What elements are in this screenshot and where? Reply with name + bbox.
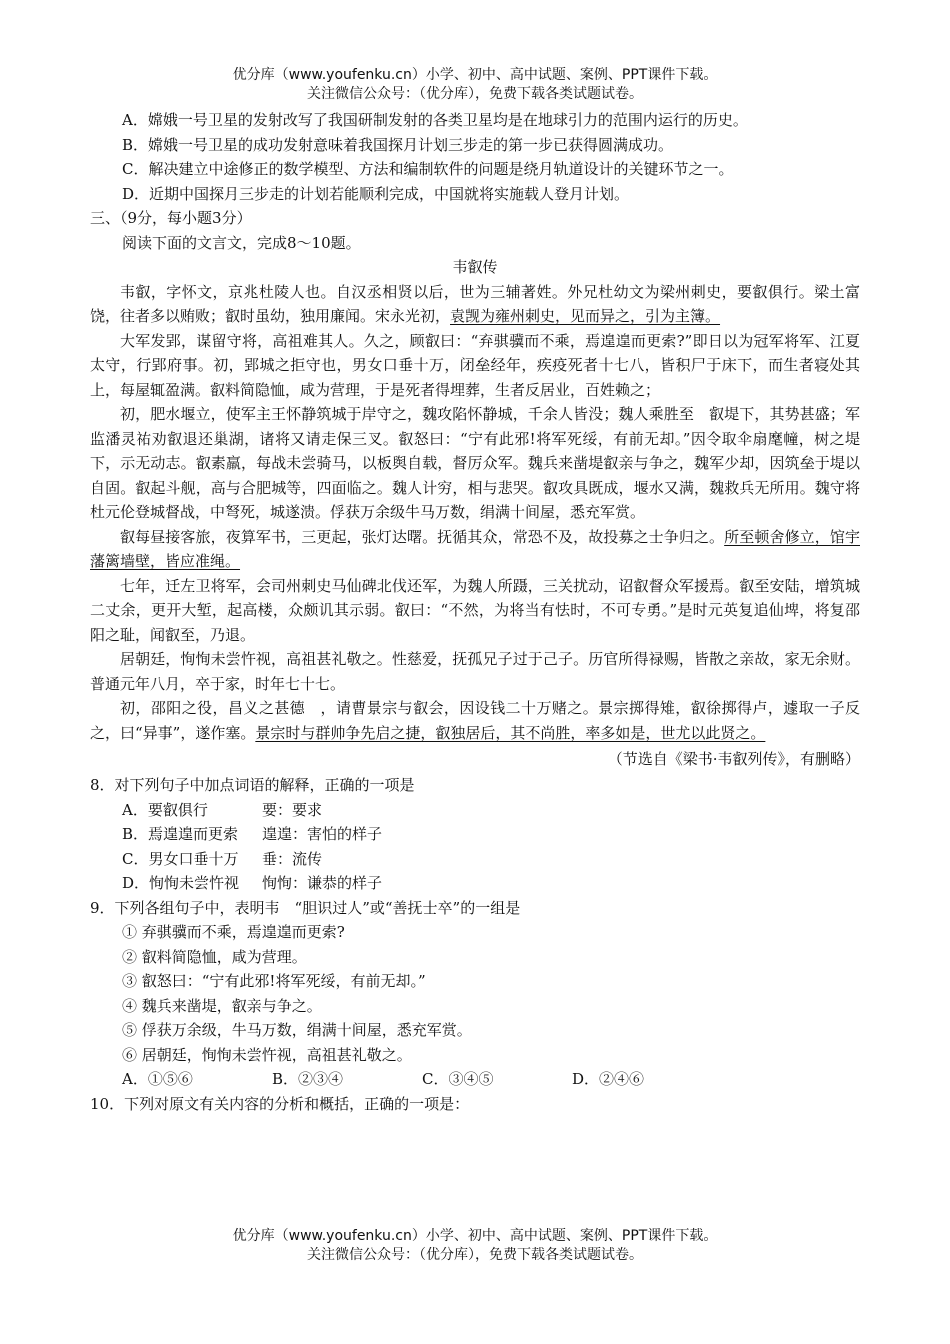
q9-choice-a: A．①⑤⑥: [122, 1070, 193, 1088]
section-instruction: 阅读下面的文言文，完成8～10题。: [122, 233, 361, 252]
q9-stem: 9．下列各组句子中，表明韦 “胆识过人”或“善抚士卒”的一组是: [90, 898, 521, 917]
header-line-2: 关注微信公众号：（优分库），免费下载各类试题试卷。: [307, 86, 643, 102]
q8-b-gloss: 遑遑：害怕的样子: [262, 825, 383, 843]
q8-d-gloss: 恂恂：谦恭的样子: [262, 874, 383, 892]
q9-choice-d: D．②④⑥: [572, 1070, 645, 1088]
q9-choice-c: C．③④⑤: [422, 1070, 494, 1088]
question-9: [90, 896, 860, 1092]
footer-line-2: 关注微信公众号：（优分库），免费下载各类试题试卷。: [307, 1247, 643, 1263]
option-a: A．嫦娥一号卫星的发射改写了我国研制发射的各类卫星均是在地球引力的范围内运行的历史。: [122, 111, 748, 129]
option-d: D．近期中国探月三步走的计划若能顺利完成，中国就将实施载人登月计划。: [122, 184, 630, 203]
passage-paragraph-6: 居朝廷，恂恂未尝忤视，高祖甚礼敬之。性慈爱，抚孤兄子过于己子。历官所得禄赐，皆散之亲故，家无余财。普通元年八月，卒于家，时年七十七。: [90, 650, 860, 693]
p7-underlined: 景宗时与群帅争先启之捷，叡独居后，其不尚胜，率多如是，世尤以此贤之。: [255, 723, 766, 742]
q10-stem: 10．下列对原文有关内容的分析和概括，正确的一项是：: [90, 1094, 470, 1113]
passage-source: （节选自《梁书·韦叡列传》，有删略）: [607, 750, 860, 768]
q8-option-c: [90, 847, 860, 872]
p1-underlined: 袁觊为雍州刺史，见而异之，引为主簿。: [450, 307, 721, 325]
q9-choices: [90, 1067, 860, 1092]
exam-content: [90, 108, 860, 1116]
q8-option-b: [90, 822, 860, 847]
passage-title: 韦叡传: [452, 258, 498, 276]
p1-text: 韦叡，字怀文，京兆杜陵人也。自汉丞相贤以后，世为三辅著姓。外兄杜幼文为梁州刺史，要叡俱行。梁土富饶，往者多以贿败；叡时虽幼，独用廉闻。宋永光初，: [90, 282, 860, 325]
q9-sentence-3: ③ 叡怒曰：“宁有此邪!将军死绥，有前无却。”: [122, 972, 426, 990]
page-footer: [0, 1227, 950, 1265]
passage-paragraph-7: [90, 696, 860, 745]
section-heading: 三、（9分，每小题3分）: [90, 209, 252, 227]
passage-paragraph-3: 初，肥水堰立，使军主王怀静筑城于岸守之，魏攻陷怀静城，千余人皆没；魏人乘胜至 叡堤下，其势甚盛；军监潘灵祐劝叡退还巢湖，诸将又请走保三叉。叡怒曰：“宁有此邪!将军死绥，有前无却。”因令取伞扇麾幢，树之堤下，示无动志。叡素羸，每战未尝骑马，以板舆自载，督厉众军。魏兵来凿堤叡亲与争之，魏军少却，因筑垒于堤以自固。叡起斗舰，高与合肥城等，四面临之。魏人计穷，相与悲哭。叡攻具既成，堰水又满，魏救兵无所用。魏守将杜元伦登城督战，中弩死，城遂溃。俘获万余级牛马万数，绢满十间屋，悉充军赏。: [90, 405, 860, 521]
q8-option-d: [90, 871, 860, 896]
q8-d-term: D．恂恂未尝忤视: [122, 874, 240, 892]
p4-text: 叡每昼接客旅，夜算军书，三更起，张灯达曙。抚循其众，常恐不及，故投募之士争归之。: [120, 527, 725, 546]
q8-stem: 8．对下列句子中加点词语的解释，正确的一项是: [90, 776, 415, 794]
passage-paragraph-1: [90, 280, 860, 329]
question-8: [90, 773, 860, 896]
passage-paragraph-4: [90, 525, 860, 574]
header-line-1: 优分库（www.youfenku.cn）小学、初中、高中试题、案例、PPT课件下载。: [232, 67, 718, 83]
q8-a-gloss: 要：要求: [262, 800, 323, 819]
footer-line-1: 优分库（www.youfenku.cn）小学、初中、高中试题、案例、PPT课件下载。: [232, 1228, 718, 1244]
q8-option-a: [90, 798, 860, 823]
q8-c-gloss: 垂：流传: [262, 849, 323, 868]
q9-sentence-1: ① 弃骐骥而不乘，焉遑遑而更索?: [122, 923, 345, 941]
option-b: B．嫦娥一号卫星的成功发射意味着我国探月计划三步走的第一步已获得圆满成功。: [122, 135, 674, 154]
option-c: C．解决建立中途修正的数学模型、方法和编制软件的问题是绕月轨道设计的关键环节之一。: [122, 160, 734, 178]
q9-sentence-2: ② 叡料简隐恤，咸为营理。: [122, 947, 307, 966]
q8-c-term: C．男女口垂十万: [122, 849, 239, 868]
q9-sentence-5: ⑤ 俘获万余级，牛马万数，绢满十间屋，悉充军赏。: [122, 1021, 472, 1039]
passage-paragraph-2: 大军发郢，谋留守将，高祖难其人。久之，顾叡曰：“弃骐骥而不乘，焉遑遑而更索?”即日以为冠军将军、江夏太守，行郢府事。初，郢城之拒守也，男女口垂十万，闭垒经年，疾疫死者十七八，皆积尸于床下，而生者寝处其上，每屋辄盈满。叡料简隐恤，咸为营理，于是死者得埋葬，生者反居业，百姓赖之；: [90, 331, 860, 399]
previous-question-options: [90, 108, 860, 206]
q9-choice-b: B．②③④: [272, 1070, 344, 1088]
q9-sentence-6: ⑥ 居朝廷，恂恂未尝忤视，高祖甚礼敬之。: [122, 1045, 412, 1064]
q8-b-term: B．焉遑遑而更索: [122, 825, 239, 843]
passage-paragraph-5: 七年，迁左卫将军，会司州刺史马仙碑北伐还军，为魏人所蹑，三关扰动，诏叡督众军援焉。叡至安陆，增筑城二丈余，更开大堑，起高楼，众颇讥其示弱。叡曰：“不然，为将当有怯时，不可专勇。”是时元英复追仙埤，将复邵阳之耻，闻叡至，乃退。: [90, 576, 860, 644]
q8-a-term: A．要叡俱行: [122, 800, 208, 819]
p7-text: 初，邵阳之役，昌义之甚德 ，请曹景宗与叡会，因设钱二十万赌之。景宗掷得雉，叡徐掷得卢，遽取一子反之，曰“异事”，遂作塞。: [90, 699, 860, 742]
q9-sentence-4: ④ 魏兵来凿堤，叡亲与争之。: [122, 996, 322, 1015]
page-header: [0, 66, 950, 104]
p4-underlined: 所至顿舍修立，馆宇藩篱墙壁，皆应准绳。: [90, 527, 860, 570]
